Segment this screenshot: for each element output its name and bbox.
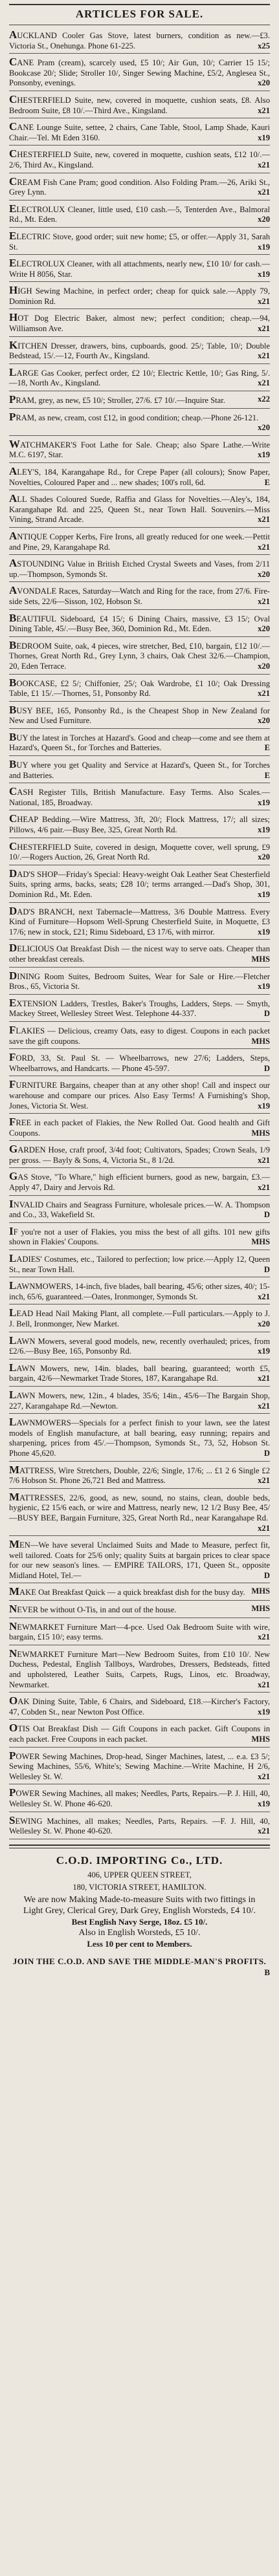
classified-ad: [9, 1536, 270, 1583]
classified-ad: [9, 1645, 270, 1693]
classified-ad: [9, 838, 270, 865]
company-name: C.O.D. IMPORTING Co., LTD.: [56, 1854, 223, 1867]
ad-reference: x19: [258, 450, 270, 460]
classified-ad: [9, 364, 270, 391]
ad-text: VONDALE Races, Saturday—Watch and Ring for the race, from 27/6. Fire-side Sets, 22/6—Sisson, 102, Hobson St.: [9, 587, 270, 606]
ad-text: AKE Oat Breakfast Quick — a quick breakfast dish for the busy day.: [19, 1588, 245, 1597]
address-line-1: 406, UPPER QUEEN STREET,: [87, 1870, 192, 1879]
ad-text: EAUTIFUL Sideboard, £4 15/; 6 Dining Chairs, massive, £3 15/; Oval Dining Table, 45/.—Busy Bee, 360, Dominion Rd., Mt. Eden.: [9, 614, 270, 634]
classified-ad: [9, 228, 270, 255]
ad-initial: W: [9, 437, 20, 450]
ad-reference: x20: [258, 852, 270, 862]
ad-reference: x21: [258, 1292, 270, 1301]
ad-initial: L: [9, 1279, 17, 1292]
ad-text: ATTRESS, Wire Stretchers, Double, 22/6; Single, 17/6; ... £1 2 6 Single £2 7/6 Hobson St. Phone 26,721 Bed and Mattress.: [9, 1466, 270, 1486]
ad-initial: B: [9, 703, 17, 716]
ad-reference: x21: [258, 160, 270, 169]
ad-text: STOUNDING Value in British Etched Crystal Sweets and Vases, from 2/11 up.—Thompson, Symonds St.: [9, 559, 270, 579]
ad-reference: E: [264, 477, 270, 487]
ad-text: ITCHEN Dresser, drawers, bins, cupboards, good. 25/; Table, 10/; Double Bedstead, 15/.—12, Fourth Av., Kingsland.: [9, 341, 270, 361]
ad-text: UY where you get Quality and Service at Hazard's, Queen St., for Torches and Batteries.: [9, 761, 270, 780]
ad-initial: N: [9, 1619, 17, 1632]
ad-text: OOKCASE, £2 5/; Chiffonier, 25/; Oak Wardrobe, £1 10/; Oak Dressing Table, £1 15/.—Thornes, 51, Ponsonby Rd.: [9, 678, 270, 698]
display-text-3: Best English Navy Serge, 18oz. £5 10/.: [71, 1916, 208, 1927]
ad-text: HESTERFIELD Suite, new, covered in moquette, cushion seats, £12 10/.—2/6, Third Av., Kingsland.: [9, 150, 270, 169]
ad-initial: P: [9, 393, 16, 406]
ad-text: RAM, grey, as new, £5 10/; Stroller, 27/6. £7 10/.—Inquire Star.: [16, 396, 225, 406]
ad-initial: M: [9, 1538, 20, 1551]
ad-initial: H: [9, 284, 18, 297]
ad-reference: x19: [258, 797, 270, 807]
classified-ad: [9, 756, 270, 783]
ad-text: LECTROLUX Cleaner, with all attachments, nearly new, £10 10/ for cash.—Write H 8056, Star.: [9, 259, 270, 279]
ad-text: TIS Oat Breakfast Dish — Gift Coupons in each packet. Gift Coupons in each packet. Free Coupons in each packet.: [9, 1724, 270, 1744]
ad-reference: x21: [258, 1183, 270, 1193]
address-line-2: 180, VICTORIA STREET, HAMILTON.: [73, 1882, 206, 1892]
classified-ad: [9, 409, 270, 436]
classified-ad: [9, 637, 270, 675]
classified-ad: [9, 995, 270, 1022]
ad-reference: MHS: [251, 954, 270, 964]
ad-initial: F: [9, 1116, 16, 1129]
ad-text: AWN Mowers, several good models, new, recently overhauled; prices, from £2/6.—Busy Bee, 165, Ponsonby Rd.: [9, 1336, 270, 1356]
ad-text: EN—We have several Unclaimed Suits and Made to Measure, perfect fit, well tailored. Coats for 25/6 only; quality Suits at bargain prices to clear space for our new season's lines. — EMPIRE TAILORS, 171, Queen St., opposite Midland Hotel, Tel.—: [9, 1541, 270, 1580]
ad-reference: x21: [258, 1401, 270, 1411]
classified-ad: [9, 1693, 270, 1720]
ad-text: LL Shades Coloured Suede, Raffia and Glass for Novelties.—Aley's, 184, Karangahape Rd. and 225, Queen St., near Town Hall. Souvenirs.—Miss Vining, Strand Arcade.: [9, 495, 270, 525]
ad-reference: D: [263, 1210, 270, 1220]
ad-text: AWNMOWERS—Specials for a perfect finish to your lawn, see the latest models of English manufacture, at ball bearing, easy running; repairs and sharpening, prices from 45/.—Thompson, Symonds St., 73, 52, Hobson St. Phone 45,620.: [9, 1418, 270, 1458]
ad-initial: C: [9, 812, 17, 825]
ad-reference: x21: [258, 1523, 270, 1533]
classified-ad: [9, 1489, 270, 1536]
ad-reference: x21: [258, 1826, 270, 1836]
ad-reference: x20: [258, 215, 270, 224]
ad-reference: x25: [258, 41, 270, 50]
ad-reference: x21: [258, 1680, 270, 1689]
ad-reference: MHS: [251, 1604, 270, 1614]
ad-text: UY the latest in Torches at Hazard's. Good and cheap—come and see them at Hazard's, Queen St., for Torches and Batteries.: [9, 733, 270, 753]
ad-initial: B: [9, 758, 17, 771]
classified-ad: [9, 1748, 270, 1785]
ad-reference: MHS: [251, 1735, 270, 1744]
ad-initial: L: [9, 1416, 17, 1429]
ads-list: [9, 27, 270, 1839]
ad-reference: x21: [258, 188, 270, 197]
ad-text: AWN Mowers, new, 12in., 4 blades, 35/6; 14in., 45/6—The Bargain Shop, 227, Karangahape Rd.—Newton.: [9, 1391, 270, 1411]
ad-reference: D: [263, 1009, 270, 1019]
ad-text: EWMARKET Furniture Mart—New Bedroom Suites, from £10 10/. New Duchess, Pedestal, English Tallboys, Wardrobes, Dressers, Bedsteads, fitted and upholstered, Leather Suits, Carpets, Rugs, Linos, etc. Broadway, Newmarket.: [9, 1649, 270, 1689]
ad-reference: x20: [258, 624, 270, 634]
classified-ad: [9, 91, 270, 118]
ad-reference: x20: [258, 423, 270, 433]
classified-ad: [9, 675, 270, 702]
ad-text: UCKLAND Cooler Gas Stove, latest burners, condition as new.—£3. Victoria St., Onehunga. Phone 61-225.: [9, 31, 270, 50]
ad-initial: F: [9, 1051, 16, 1064]
ad-initial: L: [9, 1361, 17, 1374]
ad-initial: F: [9, 1078, 16, 1091]
ad-initial: M: [9, 1585, 20, 1598]
classified-ad: [9, 1049, 270, 1076]
ad-text: AD'S SHOP—Friday's Special: Heavy-weight Oak Leather Seat Chesterfield Suits, spring arms, backs, seats; £28 10/; terms arranged.—Dad's Shop, 301, Dominion Rd., Mt. Eden.: [9, 869, 270, 899]
ad-reference: x21: [258, 105, 270, 115]
ad-initial: L: [9, 1252, 17, 1265]
ad-initial: G: [9, 1143, 18, 1156]
classified-ad: [9, 282, 270, 309]
ad-reference: x21: [258, 515, 270, 525]
ad-initial: A: [9, 584, 17, 597]
display-ad-rule: [9, 1845, 270, 1848]
display-text-1: We are now Making Made-to-measure Suits with two fittings in: [23, 1894, 256, 1905]
ad-reference: x19: [258, 1101, 270, 1110]
ad-reference: x19: [258, 982, 270, 991]
ad-text: HEAP Bedding.—Wire Mattress, 3ft, 20/; Flock Mattress, 17/; all sizes; Pillows, 4/6 pair.—Busy Bee, 325, Great North Rd.: [9, 815, 270, 835]
ad-text: ARDEN Hose, craft proof, 3/4d foot; Cultivators, Spades; Crown Seals, 1/9 per gross. — Bayly & Sons, 4, Victoria St., 8 1/2d.: [9, 1145, 270, 1165]
ad-text: AK Dining Suite, Table, 6 Chairs, and Sideboard, £18.—Kircher's Factory, 47, Cobden St., near Newton Post Office.: [9, 1697, 270, 1716]
ad-initial: C: [9, 839, 17, 852]
ad-text: LAKIES — Delicious, creamy Oats, easy to digest. Coupons in each packet save the gift coupons.: [9, 1026, 270, 1046]
ad-text: ELICIOUS Oat Breakfast Dish — the nicest way to serve oats. Cheaper than other breakfast cereals.: [9, 944, 270, 964]
ad-initial: C: [9, 175, 17, 188]
ad-text: EAD Head Nail Making Plant, all complete.—Full particulars.—Apply to J. J. Bell, Ironmonger, New Market.: [9, 1309, 270, 1328]
ad-initial: S: [9, 1813, 16, 1826]
ad-initial: A: [9, 465, 17, 477]
ad-initial: B: [9, 730, 17, 743]
classified-ad: [9, 1414, 270, 1461]
ad-text: ORD, 33, St. Paul St. — Wheelbarrows, new 27/6; Ladders, Steps, Wheelbarrows, and Handcarts. — Phone 45-597.: [9, 1054, 270, 1073]
classified-ad: [9, 610, 270, 637]
classified-ad: [9, 729, 270, 756]
ad-reference: E: [264, 770, 270, 780]
ad-initial: B: [9, 676, 17, 689]
ad-initial: A: [9, 529, 17, 542]
ad-reference: x21: [258, 596, 270, 606]
ad-reference: x21: [258, 324, 270, 334]
ad-text: NTIQUE Copper Kerbs, Fire Irons, all greatly reduced for one week.—Pettit and Pine, 29, Karangahape Rd.: [9, 532, 270, 552]
ad-text: ADIES' Costumes, etc., Tailored to perfection; low price.—Apply 12, Queen St., near Town Hall.: [9, 1255, 270, 1274]
classified-ad: [9, 463, 270, 490]
section-heading: ARTICLES FOR SALE.: [75, 8, 204, 20]
classified-ad: [9, 391, 270, 409]
ad-reference: x21: [258, 296, 270, 306]
ad-text: F you're not a user of Flakies, you miss the best of all gifts. 101 new gifts shown in Flakies' Coupons.: [9, 1227, 270, 1247]
ad-text: REAM Fish Cane Pram; good condition. Also Folding Pram.—26, Ariki St., Grey Lynn.: [9, 177, 270, 197]
ad-text: AD'S BRANCH, next Tabernacle—Mattress, 3/6 Double Mattress. Every Kind of Furniture—Hopsom Well-Sprung Chesterfield Suite, in Moquette, £3 17/6; new in stock, £21; Rimu Sideboard, £3 17/6, with mirror.: [9, 907, 270, 936]
classified-ad: [9, 1114, 270, 1141]
ad-reference: x19: [258, 133, 270, 142]
ad-reference: x21: [258, 542, 270, 552]
ad-initial: A: [9, 492, 17, 505]
ad-reference: x20: [258, 716, 270, 726]
classified-ad: [9, 309, 270, 336]
ad-initial: B: [9, 611, 17, 624]
ad-text: AWN Mowers, new, 14in. blades, ball bearing, guaranteed; worth £5, bargain, 42/6—Newmarket Trade Stores, 187, Karangahape Rd.: [9, 1363, 270, 1383]
ad-initial: P: [9, 1749, 16, 1762]
ad-text: HESTERFIELD Suite, covered in design, Moquette cover, well sprung, £9 10/.—Rogers Auction, 26, Great North Rd.: [9, 842, 270, 862]
classified-ad: [9, 1076, 270, 1114]
display-text-5: Less 10 per cent to Members.: [87, 1938, 192, 1949]
ad-reference: x19: [258, 242, 270, 252]
ad-text: EDROOM Suite, oak, 4 pieces, wire stretcher, Bed, £10, bargain, £12 10/.—Thornes, Great North Rd., Grey Lynn, 3 chairs, Oak Chest 32/6.—Champion, 20, Eden Terrace.: [9, 641, 270, 671]
classified-ad: [9, 337, 270, 364]
ad-reference: x21: [258, 1374, 270, 1383]
classified-ad: [9, 27, 270, 54]
ad-initial: A: [9, 557, 17, 570]
classified-ad: [9, 1141, 270, 1168]
ad-reference: x22: [258, 395, 270, 404]
ad-reference: x19: [258, 1799, 270, 1808]
ad-text: AWNMOWERS, 14-inch, five blades, ball bearing, 45/6; other sizes, 40/; 15-inch, 65/6, guaranteed.—Oates, Ironmonger, Symonds St.: [9, 1282, 270, 1301]
classified-ad: [9, 555, 270, 582]
classified-ad: [9, 490, 270, 528]
classified-ad: [9, 1462, 270, 1489]
ad-text: LECTRIC Stove, good order; suit new home; £5, or offer.—Apply 31, Sarah St.: [9, 232, 270, 252]
classified-ad: [9, 1359, 270, 1387]
ad-initial: C: [9, 120, 17, 133]
classified-ad: [9, 1583, 270, 1601]
classified-ad: [9, 1277, 270, 1304]
classified-ad: [9, 1304, 270, 1332]
ad-text: ATTRESSES, 22/6, good, as new, sound, no stains, clean, double beds, hygienic, £2 15/6 each, or wire and Mattress, nearly new, 12 1/2 Busy Bee, 45/—BUSY BEE, Bargain Furniture, 325, Great North Rd., near Karangahape Rd.: [9, 1493, 270, 1522]
classified-ad: [9, 173, 270, 200]
join-slogan: JOIN THE C.O.D. AND SAVE THE MIDDLE-MAN'S PROFITS.: [12, 1956, 267, 1966]
ad-text: AS Stove, "To Whare," high efficient burners, good as new, bargain, £3.—Apply 47, Dairy and Jervois Rd.: [9, 1173, 270, 1193]
ad-text: USY BEE, 165, Ponsonby Rd., is the Cheapest Shop in New Zealand for New and Used Furniture.: [9, 706, 270, 726]
ad-initial: C: [9, 785, 17, 798]
ad-initial: E: [9, 996, 17, 1009]
classified-ad: [9, 702, 270, 729]
ad-initial: O: [9, 1722, 18, 1735]
ad-reference: D: [263, 1264, 270, 1274]
ad-text: ANE Lounge Suite, settee, 2 chairs, Cane Table, Stool, Lamp Shade, Kauri Chair.—Tel. Mt Eden 3160.: [9, 123, 270, 142]
classified-ad: [9, 1250, 270, 1277]
classified-ad: [9, 528, 270, 555]
ad-text: XTENSION Ladders, Trestles, Baker's Troughs, Ladders, Steps. — Smyth, Mackey Street, Wellesley Street West. Telephone 44-337.: [9, 999, 270, 1019]
display-advertisement: [9, 1855, 270, 1978]
ad-text: URNITURE Bargains, cheaper than at any other shop! Call and inspect our warehouse and compare our prices. Also Easy Terms! A Furnishing's Shop, Jones, Victoria St. West.: [9, 1081, 270, 1110]
ad-text: EWING Machines, all makes; Needles, Parts, Repairs. —F. J. Hill, 40, Wellesley St. W. Phone 40-620.: [9, 1816, 270, 1836]
classified-ad: [9, 783, 270, 810]
ad-text: EWMARKET Furniture Mart—4-pce. Used Oak Bedroom Suite with wire, bargain, £15 10/; easy terms.: [9, 1622, 270, 1642]
ad-text: OWER Sewing Machines, Drop-head, Singer Machines, latest, ... e.a. £3 5/; Sewing Machines, 55/6, White's; Sewing Machine.—Write Machine, H 2/6, Wellesley St. W.: [9, 1751, 270, 1781]
ad-initial: L: [9, 1388, 17, 1401]
ad-text: LEY'S, 184, Karangahape Rd., for Crepe Paper (all colours); Snow Paper, Novelties, Coloured Paper and ... new shades; 100's roll, 6d.: [9, 468, 270, 487]
ad-initial: K: [9, 338, 18, 351]
classified-ad: [9, 1196, 270, 1223]
classified-ad: [9, 255, 270, 282]
ad-reference: MHS: [251, 1036, 270, 1046]
ad-reference: x21: [258, 689, 270, 698]
classified-ad: [9, 436, 270, 463]
ad-reference: x21: [258, 1155, 270, 1165]
ad-initial: M: [9, 1463, 20, 1476]
ad-reference: MHS: [251, 1128, 270, 1138]
classified-ad: [9, 1618, 270, 1645]
ad-reference: x21: [258, 1476, 270, 1486]
display-mark: B: [264, 1967, 270, 1977]
ad-initial: L: [9, 1334, 17, 1347]
ad-reference: x20: [258, 1319, 270, 1328]
ad-reference: x20: [258, 661, 270, 671]
ad-reference: x19: [258, 927, 270, 936]
ad-initial: L: [9, 365, 17, 378]
ad-text: LECTROLUX Cleaner, little used, £10 cash.—5, Tenterden Ave., Balmoral Rd., Mt. Eden.: [9, 204, 270, 224]
ad-text: RAM, as new, cream, cost £12, in good condition; cheap.—Phone 26-121.: [16, 413, 259, 422]
ad-reference: MHS: [251, 1586, 270, 1596]
ad-initial: P: [9, 1786, 16, 1799]
ad-initial: D: [9, 969, 17, 982]
ad-initial: P: [9, 410, 16, 423]
classified-ad: [9, 1387, 270, 1414]
ad-initial: N: [9, 1603, 17, 1616]
ad-reference: D: [263, 1448, 270, 1458]
ad-initial: L: [9, 1306, 17, 1319]
ad-initial: C: [9, 92, 17, 105]
classified-ad: [9, 903, 270, 940]
display-text-2: Light Grey, Clerical Grey, Dark Grey, English Worsteds, £4 10/.: [23, 1905, 256, 1916]
ad-reference: D: [263, 1570, 270, 1580]
ad-reference: x19: [258, 1347, 270, 1356]
classified-ad: [9, 1168, 270, 1195]
classified-ad: [9, 1022, 270, 1049]
ad-initial: F: [9, 1023, 16, 1036]
ad-reference: x21: [258, 1632, 270, 1642]
ad-initial: N: [9, 1647, 17, 1660]
classified-ad: [9, 1812, 270, 1839]
ad-reference: x19: [258, 890, 270, 899]
ad-reference: x21: [258, 351, 270, 361]
ad-reference: x20: [258, 569, 270, 579]
ad-reference: MHS: [251, 1237, 270, 1247]
ad-initial: D: [9, 904, 17, 917]
ad-text: OWER Sewing Machines, all makes; Needles, Parts, Repairs.—P. J. Hill, 40, Wellesley St. W. Phone 46-620.: [9, 1789, 270, 1808]
classified-ad: [9, 200, 270, 228]
ad-initial: B: [9, 638, 17, 651]
top-rule: [9, 4, 270, 5]
ad-text: ASH Register Tills, British Manufacture. Easy Terms. Also Scales.—National, 185, Broadway.: [9, 788, 270, 807]
ad-initial: E: [9, 202, 17, 215]
display-text-4: Also in English Worsteds, £5 10/.: [78, 1927, 201, 1938]
ad-initial: M: [9, 1490, 20, 1503]
classified-ad: [9, 146, 270, 173]
ad-text: IGH Sewing Machine, in perfect order; cheap for quick sale.—Apply 79, Dominion Rd.: [9, 287, 270, 306]
ad-reference: x19: [258, 269, 270, 279]
ad-text: OT Dog Electric Baker, almost new; perfect condition; cheap.—94, Williamson Ave.: [9, 314, 270, 334]
classified-ad: [9, 968, 270, 995]
classified-ad: [9, 1332, 270, 1359]
ad-initial: O: [9, 1694, 18, 1707]
classified-ad: [9, 1720, 270, 1747]
ad-reference: x20: [258, 78, 270, 88]
ad-reference: x19: [258, 825, 270, 835]
classified-ad: [9, 940, 270, 967]
ad-text: INING Room Suites, Bedroom Suites, Wear for Sale or Hire.—Fletcher Bros., 65, Victoria St.: [9, 971, 270, 991]
ad-text: REE in each packet of Flakies, the New Rolled Oat. Good health and Gift Coupons.: [9, 1118, 270, 1138]
classified-ad: [9, 118, 270, 146]
ad-initial: H: [9, 311, 18, 324]
classified-ad: [9, 1784, 270, 1812]
ad-initial: C: [9, 56, 17, 69]
ad-initial: D: [9, 942, 17, 955]
ad-text: ATCHMAKER'S Foot Lathe for Sale. Cheap; also Spare Lathe.—Write M.C. 6197, Star.: [9, 440, 270, 460]
ad-initial: I: [9, 1197, 14, 1210]
ad-reference: x19: [258, 1707, 270, 1716]
ad-text: NVALID Chairs and Seagrass Furniture, wholesale prices.—W. A. Thompson and Co., 33, Wakefield St.: [9, 1200, 270, 1220]
ad-initial: E: [9, 257, 17, 270]
ad-initial: I: [9, 1224, 14, 1237]
classified-ad: [9, 54, 270, 91]
classified-ad: [9, 1601, 270, 1618]
ad-initial: D: [9, 867, 17, 880]
ad-reference: E: [264, 743, 270, 753]
ad-text: ARGE Gas Cooker, perfect order, £2 10/; Electric Kettle, 10/; Gas Ring, 5/.—18, North Av., Kingsland.: [9, 368, 270, 388]
classified-ad: [9, 582, 270, 609]
ad-reference: x21: [258, 1771, 270, 1781]
classified-ad: [9, 810, 270, 838]
classified-ad: [9, 1223, 270, 1250]
ad-initial: G: [9, 1170, 18, 1183]
ad-initial: A: [9, 28, 17, 41]
ad-text: EVER be without O-Tis, in and out of the house.: [17, 1605, 177, 1615]
ad-text: ANE Pram (cream), scarcely used, £5 10/; Air Gun, 10/; Carrier 15 15/; Bookcase 20/; Slide; Stroller 10/, Singer Sewing Machine, £5/2, Anglesea St., Ponsonby, evenings.: [9, 58, 270, 88]
classified-ad: [9, 865, 270, 903]
ad-text: HESTERFIELD Suite, new, covered in moquette, cushion seats, £8. Also Bedroom Suite, £8 10/.—Third Ave., Kingsland.: [9, 95, 270, 115]
ad-reference: D: [263, 1063, 270, 1073]
ad-initial: E: [9, 229, 17, 242]
ad-initial: C: [9, 147, 17, 160]
ad-reference: x21: [258, 378, 270, 388]
